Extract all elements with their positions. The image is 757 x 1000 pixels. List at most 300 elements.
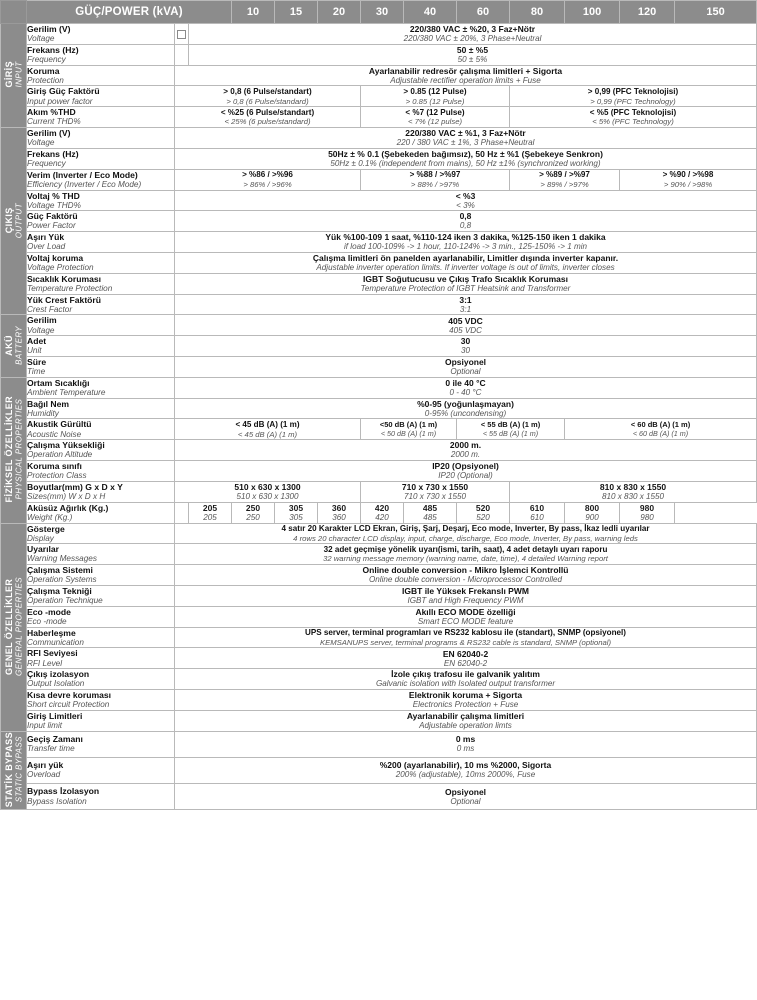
group-band-battery xyxy=(1,315,27,377)
header-power-60: 60 xyxy=(457,1,510,24)
value-input-voltage xyxy=(189,24,757,45)
value-en: 405 VDC xyxy=(449,325,482,335)
value-protection-class xyxy=(175,461,757,482)
value-tr: 980 xyxy=(639,502,655,513)
value-en: 980 xyxy=(640,512,654,522)
label-tr: Sıcaklık Koruması xyxy=(27,273,102,284)
checkbox-cell-2[interactable] xyxy=(175,44,189,65)
row-label-input-protection xyxy=(27,65,175,86)
value-battery-time xyxy=(175,357,757,378)
value-tr: IP20 (Opsiyonel) xyxy=(432,461,499,472)
value-en: 420 xyxy=(375,512,389,522)
row-label-input-power-factor xyxy=(27,86,175,107)
row-label-rfi-level xyxy=(27,648,175,669)
table-row xyxy=(1,148,757,169)
row-label-communication xyxy=(27,627,175,648)
value-tr: IGBT Soğutucusu ve Çıkış Trafo Sıcaklık Koruması xyxy=(362,273,568,284)
value-en: Optional xyxy=(450,367,481,377)
table-row xyxy=(1,783,757,809)
group-band-general xyxy=(1,523,27,731)
value-battery-voltage xyxy=(175,315,757,336)
value-tr: 420 xyxy=(374,502,390,513)
label-tr: Boyutlar(mm) G x D x Y xyxy=(27,481,123,492)
value-en: Optional xyxy=(450,796,481,806)
label-tr: Geçiş Zamanı xyxy=(27,734,83,745)
value-en: > 0,8 (6 Pulse/standard) xyxy=(226,96,309,106)
value-tr: < 55 dB (A) (1 m) xyxy=(480,419,541,429)
value-en: 30 xyxy=(460,346,470,356)
row-label-bypass-input-limits xyxy=(27,710,175,731)
label-en: Communication xyxy=(27,637,84,647)
value-tr: Opsiyonel xyxy=(444,786,487,797)
table-row xyxy=(1,252,757,273)
value-en: 32 warning message memory (warning name, date, time), 4 detailed Warning report xyxy=(323,554,608,564)
label-en: Voltage xyxy=(27,138,55,148)
value-tr: 485 xyxy=(422,502,438,513)
value-en: Online double conversion - Microprocessor Controlled xyxy=(369,575,562,585)
checkbox-cell-1[interactable] xyxy=(175,24,189,45)
row-label-dimensions xyxy=(27,481,175,502)
label-tr: Güç Faktörü xyxy=(27,211,78,222)
label-en: Frequency xyxy=(27,54,66,64)
label-tr: Gerilim (V) xyxy=(27,24,71,34)
row-label-output-temp-protection xyxy=(27,273,175,294)
value-en: 4 rows 20 character LCD display, input, charge, discharge, Eco mode, Inverter, By pass, warning leds xyxy=(293,533,638,543)
value-en: 205 xyxy=(203,512,217,522)
value-output-voltage-protection xyxy=(175,252,757,273)
label-tr: Kısa devre koruması xyxy=(27,690,112,700)
value-input-frequency xyxy=(189,44,757,65)
table-row xyxy=(1,606,757,627)
table-row xyxy=(1,523,757,544)
label-en: Acoustic Noise xyxy=(27,429,82,439)
table-row xyxy=(1,44,757,65)
value-tr: > 0.85 (12 Pulse) xyxy=(403,87,467,97)
value-tr: İzole çıkış trafosu ile galvanik yalıtım xyxy=(391,669,540,680)
row-label-acoustic-noise xyxy=(27,419,175,440)
value-tr: <50 dB (A) (1 m) xyxy=(379,419,438,429)
value-short-circuit xyxy=(175,690,757,711)
value-en: < 7% (12 pulse) xyxy=(407,117,463,127)
group-label-en: GENERAL PROPERTIES xyxy=(14,576,24,676)
value-en: 50 ± 5% xyxy=(457,54,488,64)
label-en: Output Isolation xyxy=(27,679,85,689)
table-row xyxy=(1,357,757,378)
value-output-isolation xyxy=(175,669,757,690)
value-tr: > %90 / >%98 xyxy=(662,170,714,180)
group-band-output xyxy=(1,128,27,315)
row-label-output-voltage-protection xyxy=(27,252,175,273)
table-row xyxy=(1,669,757,690)
value-tr: 800 xyxy=(584,502,600,513)
value-tr: 810 x 830 x 1550 xyxy=(599,482,667,492)
label-en: Voltage Protection xyxy=(27,263,94,273)
value-en: < 25% (6 pulse/standard) xyxy=(224,117,311,127)
value-humidity xyxy=(175,398,757,419)
row-label-eco-mode xyxy=(27,606,175,627)
value-input-thdi-b xyxy=(361,107,510,128)
value-output-temp-protection xyxy=(175,273,757,294)
value-en: < 55 dB (A) (1 m) xyxy=(482,428,539,438)
value-en: 710 x 730 x 1550 xyxy=(403,492,467,502)
value-noise-b xyxy=(361,419,457,440)
value-tr: 50 ± %5 xyxy=(456,44,489,55)
value-en: < 5% (PFC Technology) xyxy=(592,117,674,127)
header-power-30: 30 xyxy=(361,1,404,24)
row-label-bypass-overload xyxy=(27,757,175,783)
row-label-operation-altitude xyxy=(27,440,175,461)
weight-80 xyxy=(457,502,510,523)
label-en: Overload xyxy=(27,770,61,780)
value-tr: 0 ms xyxy=(455,734,476,745)
value-tr: 0,8 xyxy=(459,211,472,222)
row-label-output-overload xyxy=(27,232,175,253)
row-label-operation-system xyxy=(27,565,175,586)
value-tr: 0 ile 40 °C xyxy=(445,377,486,388)
label-en: Weight (Kg.) xyxy=(27,512,73,522)
value-en: 610 xyxy=(530,512,544,522)
table-row xyxy=(1,544,757,565)
value-tr: Yük %100-109 1 saat, %110-124 iken 3 dakika, %125-150 iken 1 dakika xyxy=(325,232,606,243)
table-row xyxy=(1,232,757,253)
value-dims-c xyxy=(510,481,757,502)
label-tr: Gösterge xyxy=(27,523,65,534)
table-row xyxy=(1,440,757,461)
label-tr: Bağıl Nem xyxy=(27,398,70,409)
weight-120 xyxy=(565,502,620,523)
value-en: > 0.85 (12 Pulse) xyxy=(405,96,465,106)
header-corner xyxy=(1,1,27,24)
label-en: Protection xyxy=(27,75,64,85)
label-en: Operation Systems xyxy=(27,575,97,585)
table-row xyxy=(1,107,757,128)
group-label-tr: FİZİKSEL ÖZELLİKLER xyxy=(3,395,14,503)
group-label-tr: GİRİŞ xyxy=(3,61,14,88)
value-en: 810 x 830 x 1550 xyxy=(601,492,665,502)
value-en: EN 62040-2 xyxy=(443,658,488,668)
checkbox-icon[interactable] xyxy=(177,30,186,39)
value-tr: 220/380 VAC ± %1, 3 Faz+Nötr xyxy=(405,128,526,139)
label-tr: Süre xyxy=(27,357,47,367)
table-row xyxy=(1,294,757,315)
header-power-40: 40 xyxy=(404,1,457,24)
weight-30 xyxy=(318,502,361,523)
label-tr: Aşırı Yük xyxy=(27,232,65,243)
label-tr: Gerilim xyxy=(27,315,57,326)
value-tr: 32 adet geçmişe yönelik uyarı(ismi, tarih, saat), 4 adet detaylı uyarı raporu xyxy=(323,544,608,554)
label-en: Voltage xyxy=(27,325,55,335)
value-input-thdi-c xyxy=(510,107,757,128)
row-label-weight xyxy=(27,502,175,523)
value-en: 360 xyxy=(332,512,346,522)
value-en: > 0,99 (PFC Technology) xyxy=(590,96,676,106)
value-display xyxy=(175,523,757,544)
table-row xyxy=(1,336,757,357)
value-output-eff-a xyxy=(175,169,361,190)
value-tr: < %3 xyxy=(455,190,476,201)
row-label-short-circuit xyxy=(27,690,175,711)
table-row xyxy=(1,169,757,190)
label-en: Transfer time xyxy=(27,744,75,754)
value-en: > 90% / >98% xyxy=(663,179,713,189)
table-row xyxy=(1,585,757,606)
weight-20 xyxy=(275,502,318,523)
label-tr: Ortam Sıcaklığı xyxy=(27,377,90,388)
label-en: Warning Messages xyxy=(27,554,97,564)
value-tr: > 0,8 (6 Pulse/standart) xyxy=(223,87,312,97)
label-tr: Koruma sınıfı xyxy=(27,461,82,472)
value-en: Galvanic isolation with Isolated output transformer xyxy=(375,679,556,689)
value-input-protection xyxy=(175,65,757,86)
value-en: 0 ms xyxy=(456,744,475,754)
table-row xyxy=(1,627,757,648)
group-label-en: OUTPUT xyxy=(14,202,24,238)
row-label-crest-factor xyxy=(27,294,175,315)
label-en: Temperature Protection xyxy=(27,283,113,293)
table-row xyxy=(1,461,757,482)
weight-15 xyxy=(232,502,275,523)
value-en: Electronics Protection + Fuse xyxy=(412,700,519,710)
table-row xyxy=(1,502,757,523)
label-en: Operation Technique xyxy=(27,596,103,606)
label-en: Operation Altitude xyxy=(27,450,93,460)
label-tr: Çalışma Yüksekliği xyxy=(27,440,105,451)
value-tr: > %86 / >%96 xyxy=(242,170,293,180)
value-operation-system xyxy=(175,565,757,586)
table-row xyxy=(1,86,757,107)
value-tr: 4 satır 20 Karakter LCD Ekran, Giriş, Şarj, Deşarj, Eco mode, Inverter, By pass, İkaz ledli uyarılar xyxy=(281,524,650,534)
label-tr: Çalışma Tekniği xyxy=(27,585,92,596)
label-en: Unit xyxy=(27,346,42,356)
value-en: KEMSANUPS server, terminal programs & RS232 cable is standard, SNMP (optional) xyxy=(319,637,612,647)
value-tr: 50Hz ± % 0.1 (Şebekeden bağımsız), 50 Hz ± %1 (Şebekeye Senkron) xyxy=(328,149,603,159)
row-label-output-power-factor xyxy=(27,211,175,232)
row-label-battery-unit xyxy=(27,336,175,357)
value-en: IP20 (Optional) xyxy=(438,471,493,481)
value-tr: UPS server, terminal programları ve RS232 kablosu ile (standart), SNMP (opsiyonel) xyxy=(304,628,626,638)
value-input-thdi-a xyxy=(175,107,361,128)
row-label-battery-voltage xyxy=(27,315,175,336)
value-tr: < %7 (12 Pulse) xyxy=(405,107,465,117)
group-label-en: INPUT xyxy=(14,61,24,88)
header-power-100: 100 xyxy=(565,1,620,24)
label-en: Ambient Temperature xyxy=(27,387,106,397)
row-label-battery-time xyxy=(27,357,175,378)
row-label-input-voltage xyxy=(27,24,175,45)
label-tr: RFI Seviyesi xyxy=(27,648,78,659)
value-tr: 2000 m. xyxy=(449,440,482,451)
group-label-tr: ÇIKIŞ xyxy=(3,207,14,234)
row-label-output-isolation xyxy=(27,669,175,690)
value-tr: 305 xyxy=(288,502,304,513)
label-tr: Akım %THD xyxy=(27,107,76,118)
label-tr: Aküsüz Ağırlık (Kg.) xyxy=(27,502,109,513)
weight-40 xyxy=(361,502,404,523)
label-en: Protection Class xyxy=(27,471,87,481)
label-en: Time xyxy=(27,367,46,377)
value-en: 900 xyxy=(585,512,599,522)
value-en: Adjustable rectifier operation limits + Fuse xyxy=(390,75,541,85)
value-tr: > %89 / >%97 xyxy=(539,170,590,180)
group-label-tr: GENEL ÖZELLİKLER xyxy=(3,577,14,675)
label-tr: Çıkış izolasyon xyxy=(27,669,90,680)
table-row xyxy=(1,315,757,336)
table-row xyxy=(1,65,757,86)
value-dims-a xyxy=(175,481,361,502)
label-en: Power Factor xyxy=(27,221,76,231)
label-en: RFI Level xyxy=(27,658,63,668)
value-en: 0-95% (uncondensing) xyxy=(424,408,507,418)
value-noise-a xyxy=(175,419,361,440)
value-bypass-isolation xyxy=(175,783,757,809)
value-tr: 710 x 730 x 1550 xyxy=(401,482,469,492)
label-tr: Yük Crest Faktörü xyxy=(27,294,102,305)
row-label-input-frequency xyxy=(27,44,175,65)
value-en: < 60 dB (A) (1 m) xyxy=(632,428,689,438)
table-row xyxy=(1,273,757,294)
value-tr: 405 VDC xyxy=(448,315,483,326)
value-operation-technique xyxy=(175,585,757,606)
value-battery-unit xyxy=(175,336,757,357)
value-input-pf-a xyxy=(175,86,361,107)
value-tr: < 60 dB (A) (1 m) xyxy=(630,419,691,429)
value-en: Adjustable inverter operation limits. If inverter voltage is out of limits, inverter closes xyxy=(316,263,615,273)
value-tr: 510 x 630 x 1300 xyxy=(234,482,301,492)
value-en: 3:1 xyxy=(459,304,472,314)
label-tr: Voltaj koruma xyxy=(27,252,84,263)
table-row xyxy=(1,128,757,149)
value-en: < 3% xyxy=(456,200,475,210)
value-crest-factor xyxy=(175,294,757,315)
value-noise-d xyxy=(565,419,757,440)
value-transfer-time xyxy=(175,731,757,757)
value-en: 2000 m. xyxy=(450,450,481,460)
table-row xyxy=(1,565,757,586)
value-en: > 89% / >97% xyxy=(540,179,589,189)
value-en: < 50 dB (A) (1 m) xyxy=(380,428,437,438)
label-en: Humidity xyxy=(27,408,59,418)
table-row xyxy=(1,24,757,45)
row-label-humidity xyxy=(27,398,175,419)
value-en: 50Hz ± 0.1% (independent from mains), 50 Hz ±1% (synchronized working) xyxy=(330,159,601,169)
value-tr: EN 62040-2 xyxy=(442,648,489,659)
header-title: GÜÇ/POWER (kVA) xyxy=(27,1,232,24)
label-en: Voltage THD% xyxy=(27,200,81,210)
header-power-15: 15 xyxy=(275,1,318,24)
value-bypass-input-limits xyxy=(175,710,757,731)
table-row xyxy=(1,690,757,711)
value-tr: IGBT ile Yüksek Frekanslı PWM xyxy=(402,586,529,597)
label-en: Over Load xyxy=(27,242,66,252)
weight-10 xyxy=(189,502,232,523)
table-row xyxy=(1,211,757,232)
value-dims-b xyxy=(361,481,510,502)
value-output-thd xyxy=(175,190,757,211)
group-label-tr: AKÜ xyxy=(3,334,14,356)
label-en: Frequency xyxy=(27,159,66,169)
value-tr: Online double conversion - Mikro İşlemci Kontrollü xyxy=(362,565,569,576)
weight-60 xyxy=(404,502,457,523)
header-power-10: 10 xyxy=(232,1,275,24)
value-en: 220 / 380 VAC ± 1%, 3 Phase+Neutral xyxy=(396,138,535,148)
value-tr: 520 xyxy=(475,502,491,513)
header-power-20: 20 xyxy=(318,1,361,24)
value-tr: Ayarlanabilir redresör çalışma limitleri + Sigorta xyxy=(368,65,563,76)
value-noise-c xyxy=(457,419,565,440)
value-tr: 250 xyxy=(245,502,261,513)
row-label-output-voltage xyxy=(27,128,175,149)
group-band-physical xyxy=(1,377,27,523)
table-row xyxy=(1,731,757,757)
value-en: Temperature Protection of IGBT Heatsink and Transformer xyxy=(360,283,571,293)
label-en: Input limit xyxy=(27,720,63,730)
label-tr: Giriş Limitleri xyxy=(27,710,83,721)
label-tr: Aşırı yük xyxy=(27,760,64,771)
label-tr: Verim (Inverter / Eco Mode) xyxy=(27,169,138,180)
label-tr: Gerilim (V) xyxy=(27,128,71,139)
label-en: Current THD% xyxy=(27,117,81,127)
value-tr: > 0,99 (PFC Teknolojisi) xyxy=(587,87,679,97)
value-tr: %0-95 (yoğunlaşmayan) xyxy=(417,398,514,409)
row-label-input-thdi xyxy=(27,107,175,128)
row-label-warning-messages xyxy=(27,544,175,565)
table-row xyxy=(1,710,757,731)
value-en: < 45 dB (A) (1 m) xyxy=(237,429,298,439)
group-band-input xyxy=(1,24,27,128)
table-row xyxy=(1,757,757,783)
label-en: Crest Factor xyxy=(27,304,73,314)
value-en: 305 xyxy=(289,512,303,522)
value-input-pf-b xyxy=(361,86,510,107)
value-tr: Opsiyonel xyxy=(444,357,487,368)
value-tr: 30 xyxy=(460,336,471,347)
label-en: Display xyxy=(27,533,54,543)
value-tr: Çalışma limitleri ön panelden ayarlanabilir, Limitler dışında inverter kapanır. xyxy=(312,253,619,264)
value-output-eff-c xyxy=(510,169,620,190)
value-rfi-level xyxy=(175,648,757,669)
label-tr: Adet xyxy=(27,336,47,347)
value-tr: < %25 (6 Pulse/standart) xyxy=(220,107,315,117)
label-en: Bypass Isolation xyxy=(27,796,87,806)
value-communication xyxy=(175,627,757,648)
value-tr: < 45 dB (A) (1 m) xyxy=(235,420,300,430)
value-tr: 360 xyxy=(331,502,347,513)
value-tr: Akıllı ECO MODE özelliği xyxy=(415,606,516,617)
label-tr: Haberleşme xyxy=(27,627,76,638)
table-row xyxy=(1,377,757,398)
table-row xyxy=(1,419,757,440)
label-en: Voltage xyxy=(27,34,55,44)
group-label-en: BATTERY xyxy=(14,325,24,365)
label-tr: Voltaj % THD xyxy=(27,190,80,201)
value-tr: 220/380 VAC ± %20, 3 Faz+Nötr xyxy=(409,24,536,35)
label-en: Short circuit Protection xyxy=(27,700,110,710)
value-tr: < %5 (PFC Teknolojisi) xyxy=(589,107,677,117)
header-power-120: 120 xyxy=(620,1,675,24)
value-tr: Ayarlanabilir çalışma limitleri xyxy=(406,710,525,721)
group-label-en: STATIC BYPASS xyxy=(14,736,24,803)
row-label-transfer-time xyxy=(27,731,175,757)
label-tr: Eco -mode xyxy=(27,606,71,617)
value-tr: 610 xyxy=(529,502,545,513)
value-en: 485 xyxy=(423,512,437,522)
label-tr: Koruma xyxy=(27,65,60,76)
value-en: if load 100-109% -> 1 hour, 110-124% -> 3 min., 125-150% -> 1 min xyxy=(343,242,588,252)
value-bypass-overload xyxy=(175,757,757,783)
value-ambient-temperature xyxy=(175,377,757,398)
label-tr: Giriş Güç Faktörü xyxy=(27,86,100,97)
group-label-tr: STATİK BYPASS xyxy=(3,731,14,807)
